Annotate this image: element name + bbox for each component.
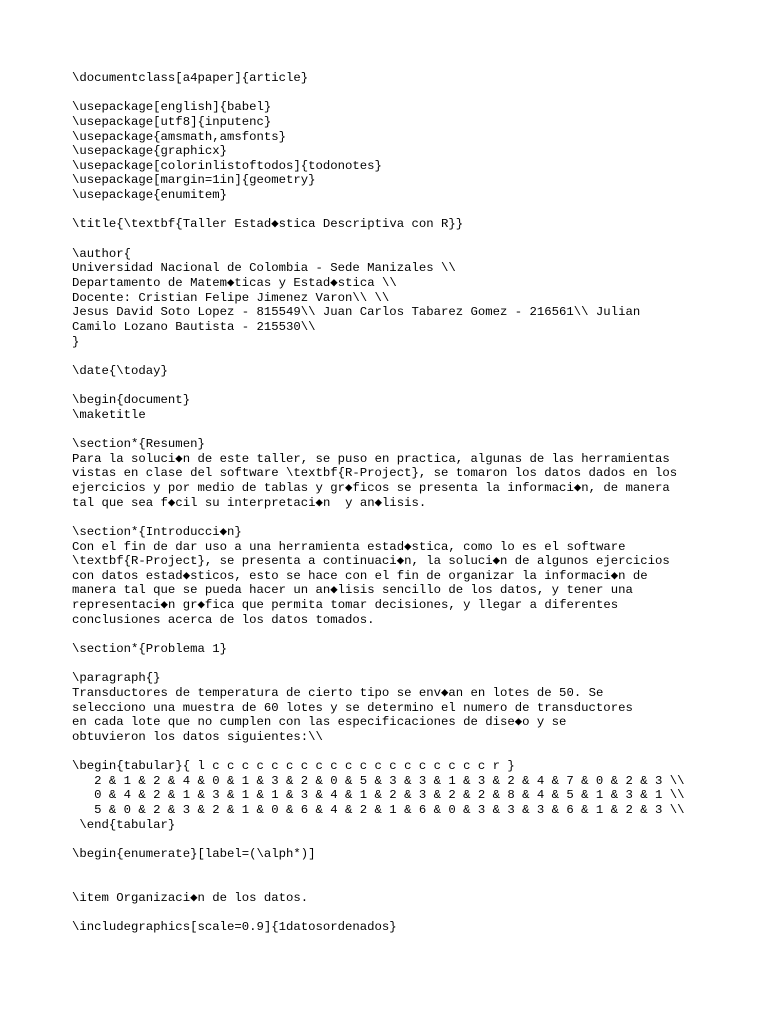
source-line [72, 510, 732, 525]
latex-source-document [72, 71, 732, 935]
source-line: } [72, 334, 80, 349]
source-line: \begin{enumerate}[label=(\alph*)] [72, 846, 316, 861]
source-line [72, 862, 732, 877]
source-line: Departamento de Matem◆ticas y Estad◆stica \\ [72, 275, 397, 290]
source-line: ejercicios y por medio de tablas y gr◆ficos se presenta la informaci◆n, de manera [72, 480, 670, 495]
source-line: \maketitle [72, 407, 146, 422]
source-line [72, 422, 732, 437]
source-line [72, 627, 732, 642]
source-line [72, 203, 732, 218]
source-line: \begin{tabular}{ l c c c c c c c c c c c c c c c c c c c r } [72, 759, 515, 774]
source-line [72, 876, 732, 891]
source-line: \section*{Problema 1} [72, 641, 227, 656]
source-line: tal que sea f◆cil su interpretaci◆n y an◆lisis. [72, 495, 427, 510]
source-line [72, 86, 732, 101]
source-line: Para la soluci◆n de este taller, se puso en practica, algunas de las herramientas [72, 451, 670, 466]
source-line [72, 906, 732, 921]
source-line: Jesus David Soto Lopez - 815549\\ Juan Carlos Tabarez Gomez - 216561\\ Julian [72, 305, 641, 320]
source-line: Docente: Cristian Felipe Jimenez Varon\\ \\ [72, 290, 390, 305]
source-line [72, 657, 732, 672]
source-line: \date{\today} [72, 363, 168, 378]
source-line: \usepackage[utf8]{inputenc} [72, 114, 272, 129]
source-line: \usepackage[margin=1in]{geometry} [72, 173, 316, 188]
source-line: \documentclass[a4paper]{article} [72, 71, 309, 85]
source-line: \begin{document} [72, 393, 191, 408]
source-line: manera tal que se pueda hacer un an◆lisis sencillo de los datos, y tener una [72, 583, 633, 598]
source-line: 2 & 1 & 2 & 4 & 0 & 1 & 3 & 2 & 0 & 5 & 3 & 3 & 1 & 3 & 2 & 4 & 7 & 0 & 2 & 3 \\ [72, 773, 685, 788]
source-line: \usepackage{amsmath,amsfonts} [72, 129, 287, 144]
source-line: Con el fin de dar uso a una herramienta estad◆stica, como lo es el software [72, 539, 626, 554]
source-line: \paragraph{} [72, 671, 161, 686]
source-line [72, 832, 732, 847]
source-line: obtuvieron los datos siguientes:\\ [72, 729, 323, 744]
source-line: \section*{Introducci◆n} [72, 524, 242, 539]
source-line: selecciono una muestra de 60 lotes y se determino el numero de transductores [72, 700, 633, 715]
source-line: \includegraphics[scale=0.9]{1datosordenados} [72, 920, 397, 935]
source-line: \usepackage[colorinlistoftodos]{todonotes} [72, 158, 382, 173]
source-line: en cada lote que no cumplen con las especificaciones de dise◆o y se [72, 715, 567, 730]
source-line: \author{ [72, 246, 132, 261]
source-line: con datos estad◆sticos, esto se hace con el fin de organizar la informaci◆n de [72, 568, 648, 583]
source-line: \title{\textbf{Taller Estad◆stica Descriptiva con R}} [72, 217, 464, 232]
source-line: \item Organizaci◆n de los datos. [72, 890, 309, 905]
source-line: Transductores de temperatura de cierto tipo se env◆an en lotes de 50. Se [72, 685, 604, 700]
source-line: 5 & 0 & 2 & 3 & 2 & 1 & 0 & 6 & 4 & 2 & 1 & 6 & 0 & 3 & 3 & 3 & 6 & 1 & 2 & 3 \\ [72, 803, 685, 818]
source-line: representaci◆n gr◆fica que permita tomar decisiones, y llegar a diferentes [72, 598, 619, 613]
source-line [72, 744, 732, 759]
source-line [72, 232, 732, 247]
source-line: \usepackage[english]{babel} [72, 100, 272, 115]
source-line: Camilo Lozano Bautista - 215530\\ [72, 319, 316, 334]
source-line: Universidad Nacional de Colombia - Sede Manizales \\ [72, 261, 456, 276]
source-line: \textbf{R-Project}, se presenta a continuaci◆n, la soluci◆n de algunos ejercicios [72, 554, 670, 569]
source-line: \section*{Resumen} [72, 437, 205, 452]
source-line: \usepackage{graphicx} [72, 144, 227, 159]
source-line: \usepackage{enumitem} [72, 188, 227, 203]
source-line: conclusiones acerca de los datos tomados. [72, 612, 375, 627]
source-line: \end{tabular} [72, 817, 176, 832]
source-line [72, 378, 732, 393]
source-line: 0 & 4 & 2 & 1 & 3 & 1 & 1 & 3 & 4 & 1 & 2 & 3 & 2 & 2 & 8 & 4 & 5 & 1 & 3 & 1 \\ [72, 788, 685, 803]
source-line [72, 349, 732, 364]
source-line: vistas en clase del software \textbf{R-Project}, se tomaron los datos dados en los [72, 466, 678, 481]
